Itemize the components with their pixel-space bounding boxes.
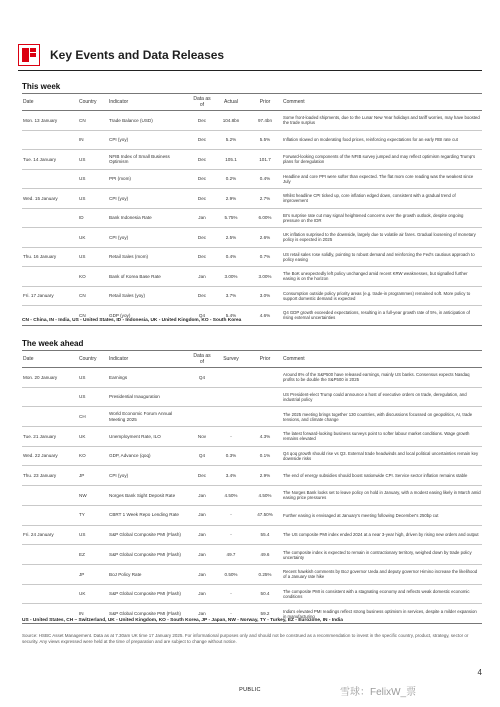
row-country: JP [78,564,108,584]
row-data-as-of: Jan [190,505,214,525]
row-indicator: CPI (yoy) [108,228,190,248]
table-row [22,545,482,565]
row-date: Mon. 20 January [22,368,78,388]
row-actual: 104.8bn [214,111,248,131]
row-comment: Some front-loaded shipments, due to the Lunar New Year holidays and tariff worries, may have boosted the trade surplus [282,111,482,131]
row-data-as-of: Dec [190,189,214,209]
row-prior: 6.00% [248,208,282,228]
row-indicator: Bank of Korea Base Rate [108,267,190,287]
row-actual: 0.4% [214,247,248,267]
row-date: Thu. 16 January [22,247,78,267]
column-header-data-as-of: Data as of [190,351,214,368]
row-prior: 3.00% [248,267,282,287]
row-comment: Q4 GDP growth exceeded expectations, resulting in a full-year growth rate of 5%, in anticipation of rising external uncertainties [282,306,482,326]
row-comment: The latest forward-looking business surveys point to softer labour market conditions. Wage growth remains elevated [282,427,482,447]
table-row [22,505,482,525]
row-prior: 2.9% [248,466,282,486]
week-ahead-title: The week ahead [22,339,84,348]
row-prior [248,387,282,407]
row-country: IN [78,604,108,624]
row-date [22,407,78,427]
row-date [22,564,78,584]
row-country: US [78,189,108,209]
row-actual: 2.5% [214,228,248,248]
row-comment: Inflation slowed on moderating food prices, reinforcing expectations for an early RBI rate cut [282,130,482,150]
row-country: UK [78,427,108,447]
row-country: EZ [78,545,108,565]
row-prior: 2.7% [248,189,282,209]
row-data-as-of: Dec [190,150,214,170]
row-comment: India's elevated PMI readings reflect strong business optimism in services, despite a milder expansion in manufacturing [282,604,482,624]
row-survey: 0.50% [214,564,248,584]
row-actual: 5.75% [214,208,248,228]
row-data-as-of [190,387,214,407]
page-title: Key Events and Data Releases [50,48,225,62]
column-header-country: Country [78,94,108,111]
row-date: Fri. 17 January [22,286,78,306]
row-date [22,486,78,506]
row-data-as-of: Q4 [190,446,214,466]
classification-label: PUBLIC [239,687,261,693]
row-indicator: Retail Sales (mom) [108,247,190,267]
row-country: NW [78,486,108,506]
row-prior: 0.25% [248,564,282,584]
column-header-indicator: Indicator [108,351,190,368]
row-country: US [78,368,108,388]
row-date [22,169,78,189]
this-week-table [22,93,482,326]
row-comment: The US composite PMI index ended 2024 at a near 3-year high, driven by rising new orders and output [282,525,482,545]
row-data-as-of: Dec [190,466,214,486]
row-prior: 47.50% [248,505,282,525]
table-row [22,387,482,407]
row-survey: - [214,584,248,604]
watermark-text: 雪球：FelixW_票 [340,687,417,698]
row-survey [214,407,248,427]
row-date [22,545,78,565]
row-prior: 101.7 [248,150,282,170]
row-country: US [78,387,108,407]
row-comment: The composite PMI is consistent with a stagnating economy and reflects weak domestic economic conditions [282,584,482,604]
column-header-prior: Prior [248,94,282,111]
row-data-as-of: Dec [190,111,214,131]
row-indicator: PPI (mom) [108,169,190,189]
row-date: Fri. 24 January [22,525,78,545]
row-prior: 4.6% [248,306,282,326]
row-indicator: CPI (yoy) [108,130,190,150]
row-data-as-of: Dec [190,247,214,267]
row-data-as-of [190,407,214,427]
row-comment: US retail sales rose solidly, pointing to robust demand and reinforcing the Fed's cautious approach to policy easing [282,247,482,267]
row-country: CN [78,111,108,131]
row-date: Tue. 21 January [22,427,78,447]
table-row [22,466,482,486]
row-actual: 5.2% [214,130,248,150]
row-prior [248,368,282,388]
row-indicator: World Economic Forum Annual Meeting 2025 [108,407,190,427]
table-row [22,267,482,287]
row-date: Mon. 13 January [22,111,78,131]
row-data-as-of: Jan [190,525,214,545]
table-row [22,228,482,248]
row-comment: The composite index is expected to remain in contractionary territory, weighed down by trade policy uncertainty [282,545,482,565]
row-data-as-of: Jan [190,267,214,287]
row-data-as-of: Dec [190,130,214,150]
row-comment: US President-elect Trump could announce a host of executive orders on trade, deregulation, and industrial policy [282,387,482,407]
row-date [22,130,78,150]
column-header-data-as-of: Data as of [190,94,214,111]
source-disclaimer: Source: HSBC Asset Management. Data as at 7.30am UK time 17 January 2025. For informational purposes only and should not be construed as a recommendation to invest in the specific country, product, strategy, sector or security. Any views expressed were held at the time of preparation and are subject to change without notice. [22,633,469,644]
row-survey: - [214,604,248,624]
row-date [22,228,78,248]
row-comment: The Norges Bank looks set to leave policy on hold in January, with a modest easing likely in March amid easing price pressures [282,486,482,506]
hsbc-hexagon-logo-icon [18,44,40,66]
table-row [22,247,482,267]
row-country: UK [78,584,108,604]
row-prior: 0.4% [248,169,282,189]
row-data-as-of: Q4 [190,368,214,388]
row-actual: 3.00% [214,267,248,287]
row-date: Wed. 22 January [22,446,78,466]
row-prior: 5.5% [248,130,282,150]
row-date [22,208,78,228]
row-comment: Consumption outside policy priority areas (e.g. trade-in programmes) remained soft. More policy to support domestic demand is expected [282,286,482,306]
row-survey: 4.50% [214,486,248,506]
week-ahead-table [22,350,482,624]
row-country: KO [78,267,108,287]
row-data-as-of: Jan [190,604,214,624]
table-row [22,486,482,506]
table-row [22,525,482,545]
table-row [22,111,482,131]
this-week-country-legend: CN - China, IN - India, US - United States, ID - Indonesia, UK - United Kingdom, KO - South Korea [22,318,242,323]
this-week-title: This week [22,82,61,91]
row-prior: 49.6 [248,545,282,565]
row-country: CH [78,407,108,427]
row-prior: 4.3% [248,427,282,447]
row-indicator: GDP, Advance (qoq) [108,446,190,466]
table-row [22,286,482,306]
row-actual: 5.4% [214,306,248,326]
row-country: KO [78,446,108,466]
row-prior: 3.0% [248,286,282,306]
row-actual: 2.9% [214,189,248,209]
row-indicator: Norges Bank Sight Deposit Rate [108,486,190,506]
table-row [22,130,482,150]
row-actual: 105.1 [214,150,248,170]
week-ahead-country-legend: US - United States, CH – Switzerland, UK - United Kingdom, KO - South Korea, JP - Japan, NW - Norway, TY - Turkey, EZ - Eurozone, IN - India [22,618,343,623]
column-header-date: Date [22,351,78,368]
row-comment: Recent hawkish comments by BoJ governor Ueda and deputy governor Himino increase the likelihood of a January rate hike [282,564,482,584]
row-country: US [78,525,108,545]
row-prior: 50.4 [248,584,282,604]
table-row [22,368,482,388]
table-row [22,150,482,170]
column-header-comment: Comment [282,351,482,368]
row-data-as-of: Jan [190,564,214,584]
row-prior: 55.4 [248,525,282,545]
row-comment: The 2025 meeting brings together 130 countries, with discussions focussed on geopolitics, AI, trade tensions, and climate change [282,407,482,427]
row-data-as-of: Dec [190,169,214,189]
row-data-as-of: Jan [190,545,214,565]
row-prior [248,407,282,427]
row-prior: 97.4bn [248,111,282,131]
row-comment: Q4 qoq growth should rise vs Q3. External trade headwinds and local political uncertainties remain key downside risks [282,446,482,466]
row-date [22,584,78,604]
table-row [22,189,482,209]
column-header-indicator: Indicator [108,94,190,111]
row-comment: Forward-looking components of the NFIB survey jumped and may reflect optimism regarding Trump's plans for deregulation [282,150,482,170]
row-survey [214,368,248,388]
row-country: US [78,247,108,267]
column-header-survey: Survey [214,351,248,368]
row-date [22,505,78,525]
row-indicator: Retail Sales (yoy) [108,286,190,306]
row-survey: 49.7 [214,545,248,565]
row-survey: - [214,505,248,525]
column-header-date: Date [22,94,78,111]
row-country: CN [78,286,108,306]
row-comment: UK inflation surprised to the downside, largely due to volatile air fares. Gradual loosening of monetary policy is expected in 2025 [282,228,482,248]
row-prior: 0.1% [248,446,282,466]
row-comment: Further easing is envisaged at January's meeting following December's 250bp cut [282,505,482,525]
row-actual: 0.2% [214,169,248,189]
row-survey: - [214,525,248,545]
table-row [22,446,482,466]
row-survey [214,387,248,407]
row-indicator: CBRT 1 Week Repo Lending Rate [108,505,190,525]
row-indicator: Bank Indonesia Rate [108,208,190,228]
table-row [22,169,482,189]
row-data-as-of: Jan [190,486,214,506]
row-comment: BI's surprise rate cut may signal heightened concerns over the growth outlook, despite ongoing pressure on the IDR [282,208,482,228]
row-comment: Headline and core PPI were softer than expected. The flat mom core reading was the weakest since July [282,169,482,189]
column-header-comment: Comment [282,94,482,111]
row-indicator: Earnings [108,368,190,388]
row-comment: Around 8% of the S&P500 have released earnings, mainly US banks. Consensus expects Nasdaq profits to be double the S&P500 in 2025 [282,368,482,388]
row-data-as-of: Dec [190,228,214,248]
column-header-country: Country [78,351,108,368]
table-row [22,584,482,604]
row-indicator: S&P Global Composite PMI (Flash) [108,584,190,604]
table-row [22,208,482,228]
row-indicator: CPI (yoy) [108,466,190,486]
row-indicator: CPI (yoy) [108,189,190,209]
table-row [22,427,482,447]
row-indicator: NFIB Index of Small Business Optimism [108,150,190,170]
row-survey: 3.4% [214,466,248,486]
row-indicator: S&P Global Composite PMI (Flash) [108,525,190,545]
row-comment: The BoK unexpectedly left policy unchanged amid recent KRW weaknesses, but signalled further easing is on the horizon [282,267,482,287]
row-country: JP [78,466,108,486]
row-comment: The end of energy subsidies should boost nationwide CPI. Service sector inflation remains stable [282,466,482,486]
row-actual: 3.7% [214,286,248,306]
row-date: Thu. 23 January [22,466,78,486]
row-indicator: GDP (yoy) [108,306,190,326]
row-indicator: Trade Balance (USD) [108,111,190,131]
row-prior: 0.7% [248,247,282,267]
column-header-actual: Actual [214,94,248,111]
row-indicator: S&P Global Composite PMI (Flash) [108,545,190,565]
table-row [22,564,482,584]
row-date [22,387,78,407]
row-country: CN [78,306,108,326]
row-data-as-of: Jan [190,584,214,604]
row-indicator: S&P Global Composite PMI (Flash) [108,604,190,624]
row-data-as-of: Q4 [190,306,214,326]
row-country: US [78,169,108,189]
row-date [22,267,78,287]
row-country: UK [78,228,108,248]
row-date: Wed. 15 January [22,189,78,209]
row-comment: Whilst headline CPI ticked up, core inflation edged down, consistent with a gradual trend of improvement [282,189,482,209]
row-country: ID [78,208,108,228]
row-country: TY [78,505,108,525]
row-survey: - [214,427,248,447]
row-survey: 0.3% [214,446,248,466]
row-indicator: Presidential Inauguration [108,387,190,407]
row-date: Tue. 14 January [22,150,78,170]
title-divider [18,70,482,71]
row-country: IN [78,130,108,150]
row-data-as-of: Dec [190,286,214,306]
row-data-as-of: Nov [190,427,214,447]
row-data-as-of: Jan [190,208,214,228]
row-prior: 59.2 [248,604,282,624]
row-country: US [78,150,108,170]
row-indicator: BoJ Policy Rate [108,564,190,584]
row-prior: 2.6% [248,228,282,248]
page-number: 4 [477,668,482,677]
row-indicator: Unemployment Rate, ILO [108,427,190,447]
row-prior: 4.50% [248,486,282,506]
table-row [22,407,482,427]
column-header-prior: Prior [248,351,282,368]
